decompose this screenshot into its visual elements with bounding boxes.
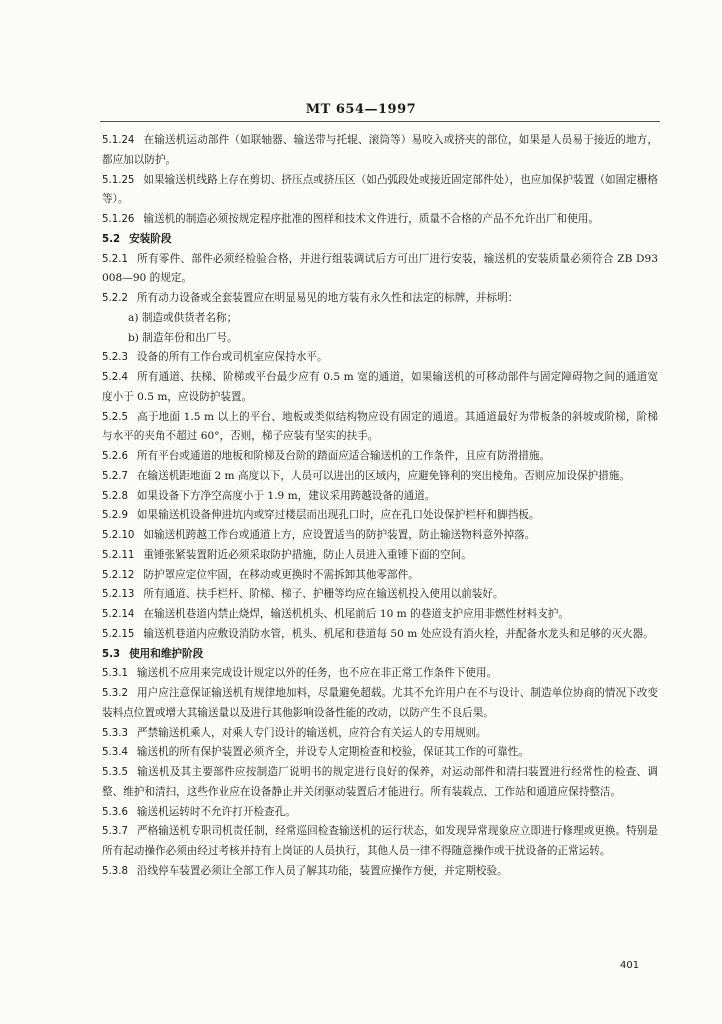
clause-5-2-8: 5.2.8 如果设备下方净空高度小于 1.9 m，建议采用跨越设备的通道。 bbox=[102, 489, 436, 502]
clause-5-2-5: 5.2.5 高于地面 1.5 m 以上的平台、地板或类似结构物应设有固定的通道。其通道最好为带板条的斜坡或阶梯，阶梯与水平的夹角不超过 60°，否则，梯子应装有坚实的扶手。 bbox=[102, 410, 658, 443]
clause-5-2-4: 5.2.4 所有通道、扶梯、阶梯或平台最少应有 0.5 m 宽的通道，如果输送机的可移动部件与固定障碍物之间的通道宽度小于 0.5 m，应设防护装置。 bbox=[102, 371, 658, 403]
clause-5-2-3: 5.2.3 设备的所有工作台或司机室应保持水平。 bbox=[102, 351, 328, 364]
section-heading-5-3: 5.3 使用和维护阶段 bbox=[102, 647, 204, 660]
clause-5-3-1: 5.3.1 输送机不应用来完成设计规定以外的任务，也不应在非正常工作条件下使用。 bbox=[102, 667, 498, 680]
section-heading-5-2: 5.2 安装阶段 bbox=[102, 232, 172, 245]
clause-5-2-11: 5.2.11 重锤张紧装置附近必须采取防护措施，防止人员进入重锤下面的空间。 bbox=[102, 548, 472, 561]
clause-5-3-7: 5.3.7 严格输送机专职司机责任制，经常巡回检查输送机的运行状态，如发现异常现象应立即进行修理或更换。特别是所有起动操作必须由经过考核并持有上岗证的人员执行，其他人员一律不得随意操作或干扰设备的正常运转。 bbox=[102, 825, 658, 857]
clause-5-3-4: 5.3.4 输送机的所有保护装置必须齐全，并设专人定期检查和校验，保证其工作的可靠性。 bbox=[102, 746, 529, 759]
document-body bbox=[102, 131, 658, 882]
page-number: 401 bbox=[620, 960, 640, 971]
list-item-b: b) 制造年份和出厂号。 bbox=[128, 331, 238, 344]
clause-5-3-2: 5.3.2 用户应注意保证输送机有规律地加料，尽量避免超载。尤其不允许用户在不与设计、制造单位协商的情况下改变装料点位置或增大其输送量以及进行其他影响设备性能的改动，以防产生不良后果。 bbox=[102, 687, 658, 719]
list-item-a: a) 制造或供货者名称； bbox=[128, 311, 238, 324]
clause-5-2-9: 5.2.9 如果输送机设备伸进坑内或穿过楼层而出现孔口时，应在孔口处设保护栏杆和脚挡板。 bbox=[102, 509, 540, 522]
clause-5-2-15: 5.2.15 输送机巷道内应敷设消防水管，机头、机尾和巷道每 50 m 处应设有消火栓，并配备水龙头和足够的灭火器。 bbox=[102, 627, 654, 640]
clause-5-1-24: 5.1.24 在输送机运动部件（如联轴器、输送带与托辊、滚筒等）易咬入或挤夹的部位，如果是人员易于接近的地方，都应加以防护。 bbox=[102, 134, 658, 166]
clause-5-1-26: 5.1.26 输送机的制造必须按规定程序批准的图样和技术文件进行，质量不合格的产品不允许出厂和使用。 bbox=[102, 213, 599, 225]
page-header: MT 654—1997 bbox=[305, 102, 417, 117]
clause-5-2-1: 5.2.1 所有零件、部件必须经检验合格，并进行组装调试后方可出厂进行安装，输送机的安装质量必须符合 ZB D93 008—90 的规定。 bbox=[102, 252, 658, 285]
clause-5-3-3: 5.3.3 严禁输送机乘人，对乘人专门设计的输送机，应符合有关运人的专用规则。 bbox=[102, 726, 487, 739]
clause-5-2-12: 5.2.12 防护罩应定位牢固，在移动或更换时不需拆卸其他零部件。 bbox=[102, 568, 419, 581]
clause-5-2-6: 5.2.6 所有平台或通道的地板和阶梯及台阶的踏面应适合输送机的工作条件，且应有防滑措施。 bbox=[102, 450, 551, 462]
clause-5-3-8: 5.3.8 沿线停车装置必须让全部工作人员了解其功能，装置应操作方便，并定期校验。 bbox=[102, 864, 508, 877]
clause-5-2-10: 5.2.10 如输送机跨越工作台或通道上方，应设置适当的防护装置，防止输送物料意外掉落。 bbox=[102, 529, 536, 541]
clause-5-3-5: 5.3.5 输送机及其主要部件应按制造厂说明书的规定进行良好的保养，对运动部件和清扫装置进行经常性的检查、调整、维护和清扫，这些作业应在设备静止并关闭驱动装置后才能进行。所有装载点、工作站和通道应保持整洁。 bbox=[102, 766, 658, 798]
clause-5-2-7: 5.2.7 在输送机距地面 2 m 高度以下，人员可以进出的区域内，应避免锋利的突出棱角。否则应加设保护措施。 bbox=[102, 469, 630, 482]
clause-5-2-2: 5.2.2 所有动力设备或全套装置应在明显易见的地方装有永久性和法定的标牌，并标明： bbox=[102, 292, 519, 304]
clause-5-2-14: 5.2.14 在输送机巷道内禁止烧焊，输送机机头、机尾前后 10 m 的巷道支护应用非燃性材料支护。 bbox=[102, 608, 569, 620]
clause-5-3-6: 5.3.6 输送机运转时不允许打开检查孔。 bbox=[102, 805, 296, 818]
header-rule bbox=[100, 121, 660, 122]
clause-5-1-25: 5.1.25 如果输送机线路上存在剪切、挤压点或挤压区（如凸弧段处或接近固定部件处），也应加保护装置（如固定栅格等）。 bbox=[102, 173, 658, 206]
clause-5-2-13: 5.2.13 所有通道、扶手栏杆、阶梯、梯子、护栅等均应在输送机投入使用以前装好。 bbox=[102, 588, 504, 601]
